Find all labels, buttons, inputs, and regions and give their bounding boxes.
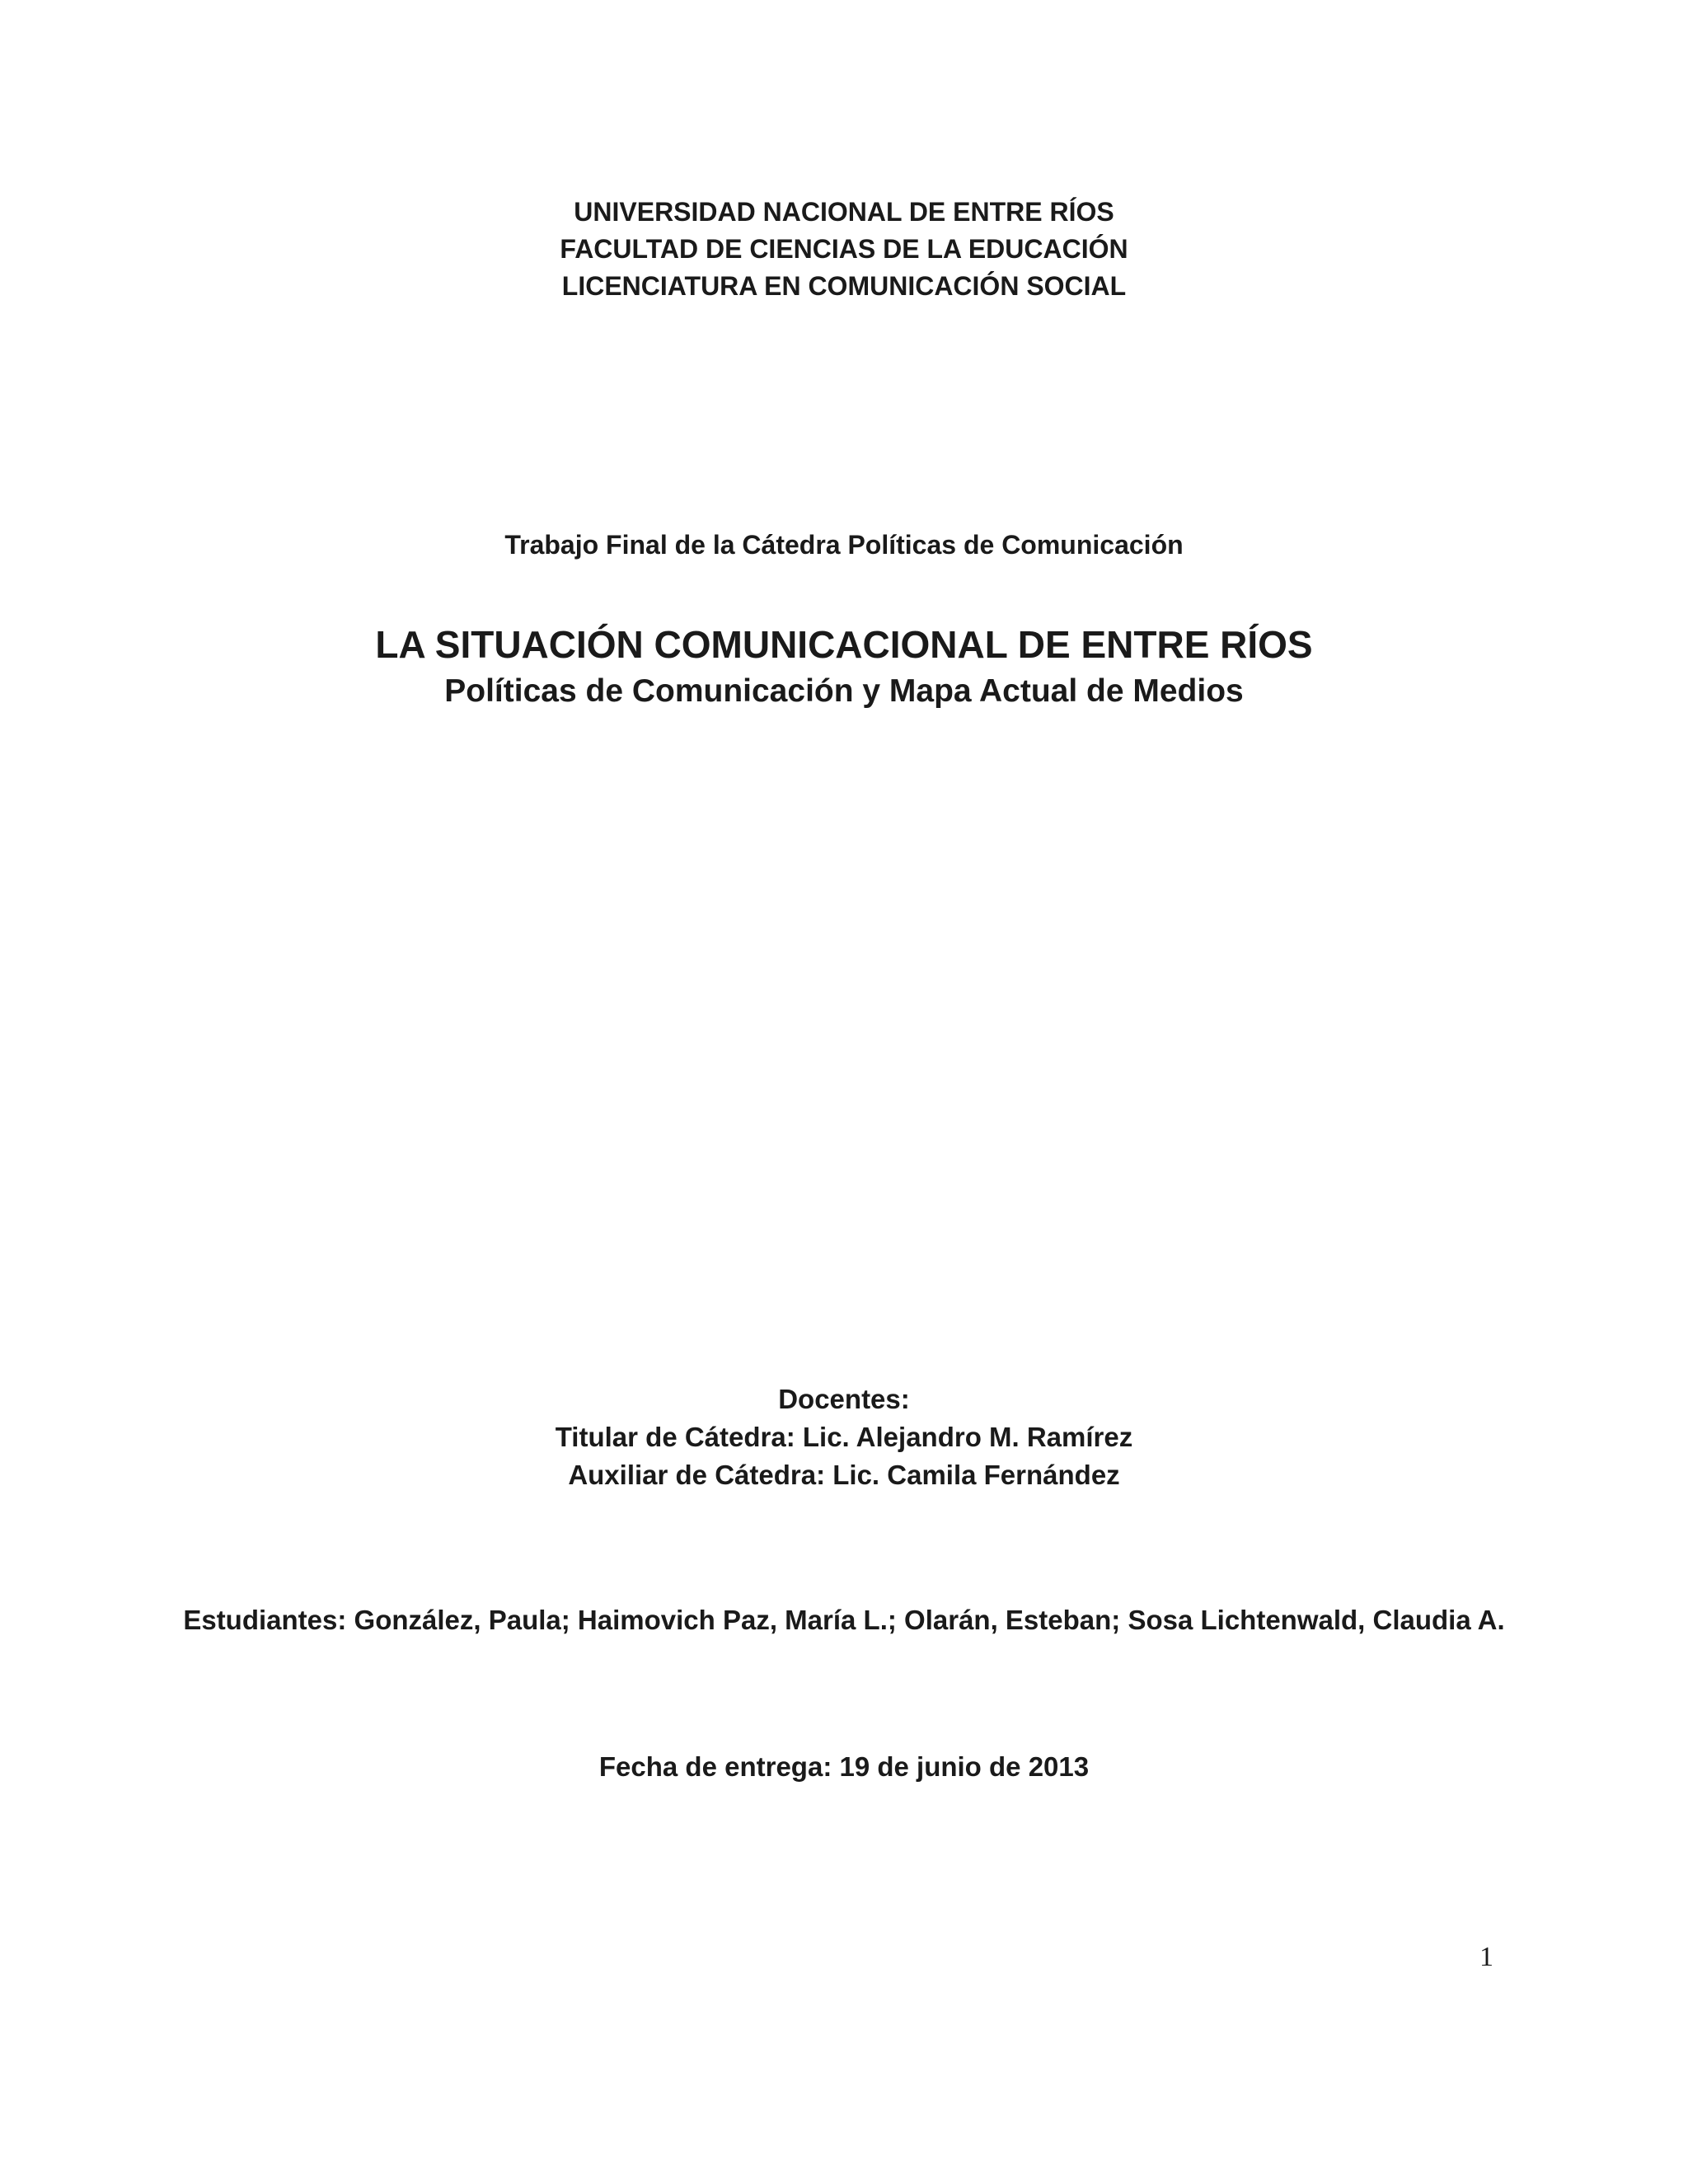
university-name: UNIVERSIDAD NACIONAL DE ENTRE RÍOS xyxy=(574,197,1114,227)
delivery-date: Fecha de entrega: 19 de junio de 2013 xyxy=(598,1751,1090,1782)
docente-auxiliar: Auxiliar de Cátedra: Lic. Camila Fernández xyxy=(568,1460,1120,1490)
docentes-heading: Docentes: xyxy=(778,1384,910,1414)
course-line: Trabajo Final de la Cátedra Políticas de Comunicación xyxy=(504,530,1184,560)
docente-titular: Titular de Cátedra: Lic. Alejandro M. Ramírez xyxy=(555,1422,1133,1452)
page-number: 1 xyxy=(1479,1942,1493,1972)
degree-name: LICENCIATURA EN COMUNICACIÓN SOCIAL xyxy=(561,271,1127,301)
document-title: LA SITUACIÓN COMUNICACIONAL DE ENTRE RÍOS xyxy=(375,623,1313,666)
document-subtitle: Políticas de Comunicación y Mapa Actual de Medios xyxy=(444,673,1244,709)
faculty-name: FACULTAD DE CIENCIAS DE LA EDUCACIÓN xyxy=(560,234,1128,264)
students-line: Estudiantes: González, Paula; Haimovich Paz, María L.; Olarán, Esteban; Sosa Lichtenwald, Claudia A. xyxy=(183,1605,1505,1635)
